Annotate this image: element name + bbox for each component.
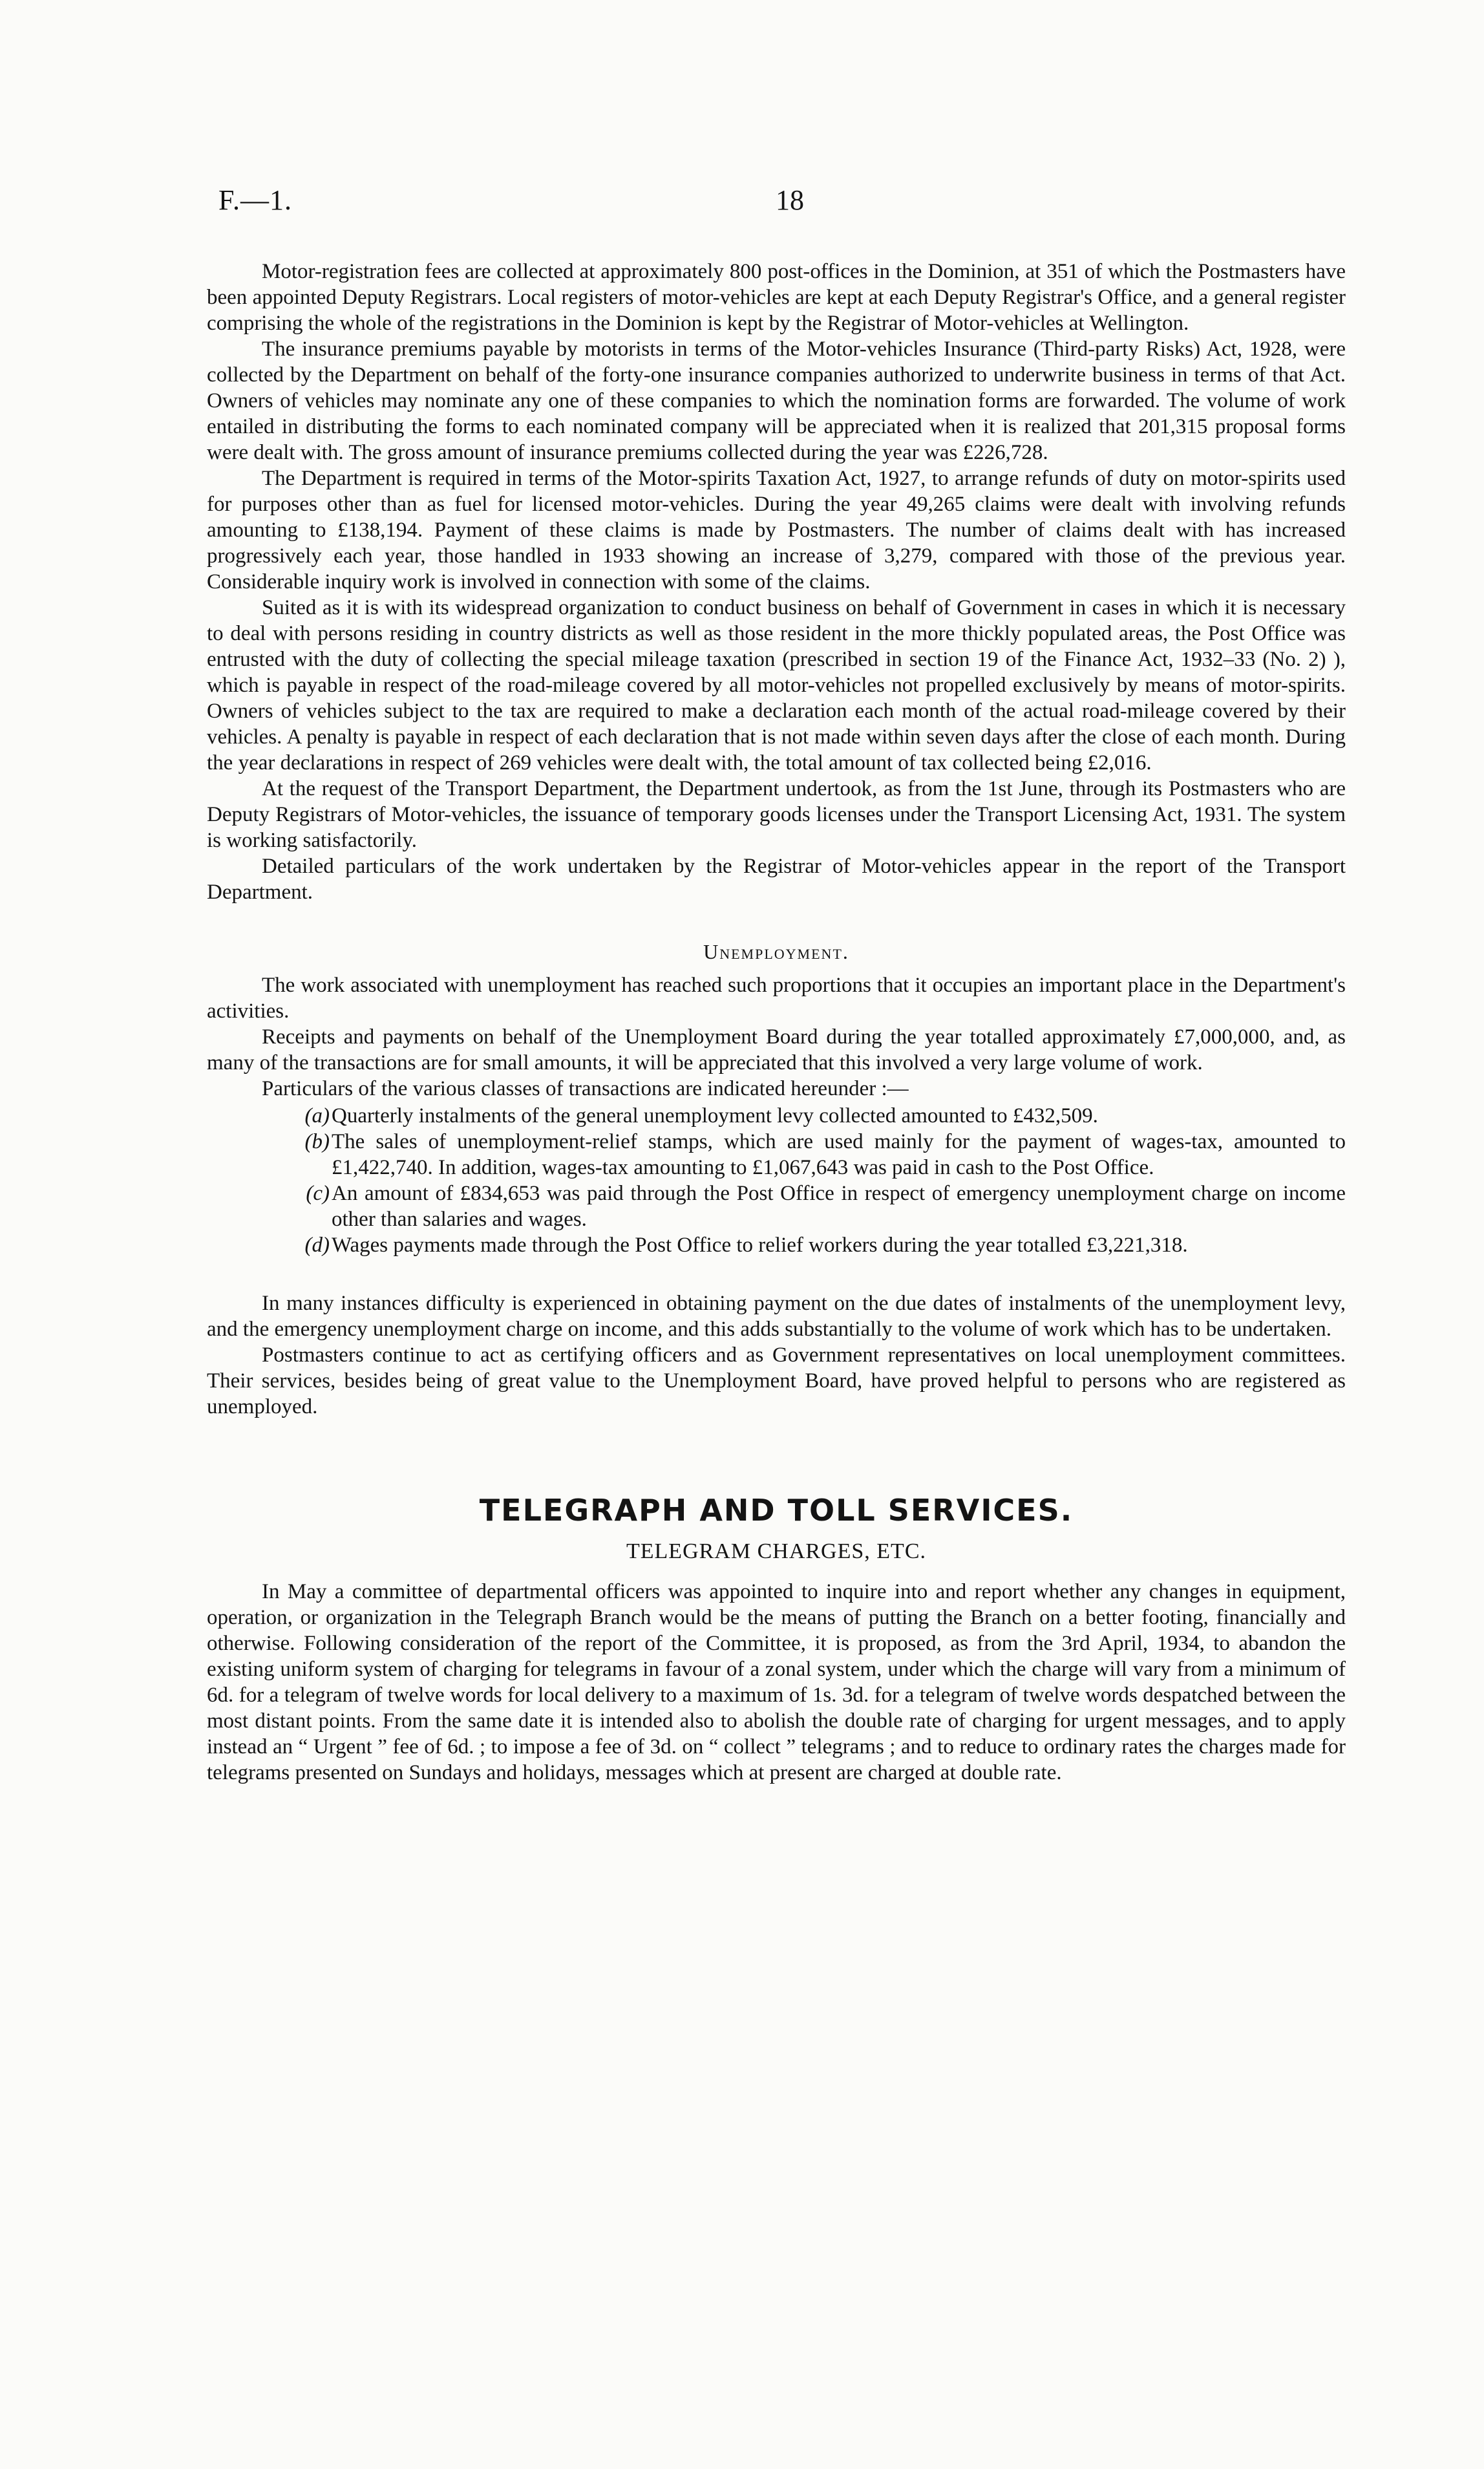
spacer (207, 1258, 1346, 1290)
paragraph: In many instances difficulty is experienced in obtaining payment on the due dates of instalments of the unemployment levy, and the emergency unemployment charge on income, and this adds substantially to the volume of work which has to be undertaken. (207, 1292, 1346, 1341)
document-reference: F.—1. (218, 184, 292, 216)
paragraph: Suited as it is with its widespread organization to conduct business on behalf of Government in cases in which it is necessary to deal with persons residing in country districts as well as those resident in the more thickly populated areas, the Post Office was entrusted with the duty of collecting the special mileage taxation (prescribed in section 19 of the Finance Act, 1932–33 (No. 2) ), which is payable in respect of the road-mileage covered by all motor-vehicles not propelled exclusively by means of motor-spirits. Owners of vehicles subject to the tax are required to make a declaration each month of the actual road-mileage covered by their vehicles. A penalty is payable in respect of each declaration that is not made within seven days after the close of each month. During the year declarations in respect of 269 vehicles were dealt with, the total amount of tax collected being £2,016. (207, 596, 1346, 775)
document-page (207, 184, 1346, 1786)
list-marker: (a) (304, 1104, 330, 1128)
page-number: 18 (776, 184, 804, 216)
list-item (207, 1181, 1346, 1232)
major-heading: TELEGRAPH AND TOLL SERVICES. (479, 1493, 1074, 1528)
paragraph: The Department is required in terms of the Motor-spirits Taxation Act, 1927, to arrange refunds of duty on motor-spirits used for purposes other than as fuel for licensed motor-vehicles. During the year 49,265 claims were dealt with involving refunds amounting to £138,194. Payment of these claims is made by Postmasters. The number of claims dealt with has increased progressively each year, those handled in 1933 showing an increase of 3,279, compared with those of the previous year. Considerable inquiry work is involved in connection with some of the claims. (207, 467, 1346, 593)
list-marker: (d) (304, 1234, 330, 1257)
paragraph: The work associated with unemployment has reached such proportions that it occupies an important place in the Department's activities. (207, 974, 1346, 1023)
section-heading: Unemployment. (703, 940, 849, 963)
transactions-list (207, 1103, 1346, 1258)
paragraph: Motor-registration fees are collected at approximately 800 post-offices in the Dominion, at 351 of which the Postmasters have been appointed Deputy Registrars. Local registers of motor-vehicles are kept at each Deputy Registrar's Office, and a general register comprising the whole of the registrations in the Dominion is kept by the Registrar of Motor-vehicles at Wellington. (207, 260, 1346, 335)
paragraph: In May a committee of departmental officers was appointed to inquire into and report whether any changes in equipment, operation, or organization in the Telegraph Branch would be the means of putting the Branch on a better footing, financially and otherwise. Following consideration of the report of the Committee, it is proposed, as from the 3rd April, 1934, to abandon the existing uniform system of charging for telegrams in favour of a zonal system, under which the charge will vary from a minimum of 6d. for a telegram of twelve words for local delivery to a maximum of 1s. 3d. for a telegram of twelve words despatched between the most distant points. From the same date it is intended also to abolish the double rate of charging for urgent messages, and to apply instead an “ Urgent ” fee of 6d. ; to impose a fee of 3d. on “ collect ” telegrams ; and to reduce to ordinary rates the charges made for telegrams presented on Sundays and holidays, messages which at present are charged at double rate. (207, 1580, 1346, 1784)
list-marker: (b) (304, 1130, 330, 1153)
list-item (207, 1103, 1346, 1129)
list-item-text: An amount of £834,653 was paid through the Post Office in respect of emergency unemployment charge on income other than salaries and wages. (332, 1182, 1346, 1231)
paragraph: Detailed particulars of the work undertaken by the Registrar of Motor-vehicles appear in the report of the Transport Department. (207, 855, 1346, 904)
paragraph: Postmasters continue to act as certifying officers and as Government representatives on local unemployment committees. Their services, besides being of great value to the Unemployment Board, have proved helpful to persons who are registered as unemployed. (207, 1343, 1346, 1418)
sub-heading: TELEGRAM CHARGES, ETC. (626, 1539, 926, 1563)
unemployment-section (207, 939, 1346, 1420)
list-item (207, 1232, 1346, 1258)
list-marker: (c) (306, 1182, 330, 1205)
page-header (207, 184, 1346, 226)
list-item-text: Quarterly instalments of the general unemployment levy collected amounted to £432,509. (332, 1104, 1098, 1128)
motor-vehicles-section (207, 259, 1346, 905)
paragraph: Receipts and payments on behalf of the Unemployment Board during the year totalled approximately £7,000,000, and, as many of the transactions are for small amounts, it will be appreciated that this involved a very large volume of work. (207, 1025, 1346, 1074)
list-item (207, 1129, 1346, 1181)
telegraph-section (207, 1493, 1346, 1786)
paragraph: The insurance premiums payable by motorists in terms of the Motor-vehicles Insurance (Third-party Risks) Act, 1928, were collected by the Department on behalf of the forty-one insurance companies authorized to underwrite business in terms of that Act. Owners of vehicles may nominate any one of these companies to which the nomination forms are forwarded. The volume of work entailed in distributing the forms to each nominated company will be appreciated when it is realized that 201,315 proposal forms were dealt with. The gross amount of insurance premiums collected during the year was £226,728. (207, 337, 1346, 464)
paragraph: At the request of the Transport Department, the Department undertook, as from the 1st June, through its Postmasters who are Deputy Registrars of Motor-vehicles, the issuance of temporary goods licenses under the Transport Licensing Act, 1931. The system is working satisfactorily. (207, 777, 1346, 852)
list-item-text: The sales of unemployment-relief stamps, which are used mainly for the payment of wages-tax, amounted to £1,422,740. In addition, wages-tax amounting to £1,067,643 was paid in cash to the Post Office. (332, 1130, 1346, 1179)
list-item-text: Wages payments made through the Post Office to relief workers during the year totalled £3,221,318. (332, 1234, 1188, 1257)
paragraph: Particulars of the various classes of transactions are indicated hereunder :— (262, 1077, 909, 1100)
